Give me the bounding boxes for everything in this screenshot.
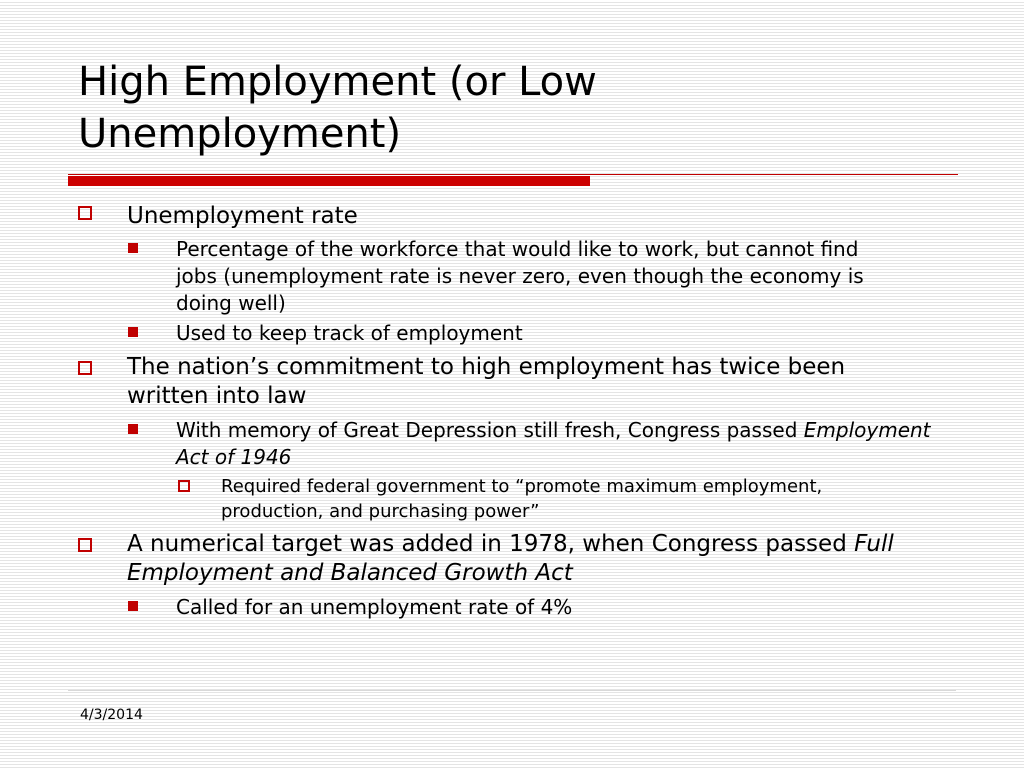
- bullet-level2-rate-four-percent: Called for an unemployment rate of 4%: [176, 595, 573, 619]
- bullet-level1-unemployment-rate: Unemployment rate: [127, 203, 358, 229]
- bullet-level2-percentage-definition: Percentage of the workforce that would like to work, but cannot find jobs (unemployment rate is never zero, even though the economy is doing well): [176, 237, 864, 315]
- slide-date: 4/3/2014: [80, 707, 143, 723]
- slide-title-line-2: Unemployment): [78, 111, 402, 157]
- bullet-level2-track-employment: Used to keep track of employment: [176, 321, 523, 345]
- slide-title: [78, 56, 958, 160]
- bullet-level2-employment-act: [176, 417, 946, 471]
- hollow-square-bullet-icon: [78, 361, 92, 375]
- bullet-numerical-target-text: A numerical target was added in 1978, when Congress passed: [127, 531, 847, 557]
- title-divider-thin: [68, 174, 958, 175]
- bullet-employment-act-text: With memory of Great Depression still fresh, Congress passed: [176, 418, 798, 442]
- filled-square-bullet-icon: [128, 424, 138, 434]
- footer-divider: [68, 690, 956, 691]
- slide-title-line-1: High Employment (or Low: [78, 59, 597, 105]
- filled-square-bullet-icon: [128, 601, 138, 611]
- bullet-level3-promote-employment: Required federal government to “promote maximum employment, production, and purchasing power”: [221, 476, 823, 522]
- filled-square-bullet-icon: [128, 243, 138, 253]
- bullet-level1-commitment-law: The nation’s commitment to high employment has twice been written into law: [127, 354, 846, 409]
- hollow-square-bullet-icon: [178, 480, 190, 492]
- bullet-numerical-target-act: Full Employment and Balanced Growth Act: [127, 531, 894, 586]
- hollow-square-bullet-icon: [78, 538, 92, 552]
- filled-square-bullet-icon: [128, 327, 138, 337]
- title-divider-thick: [68, 176, 590, 186]
- bullet-level1-numerical-target: [127, 530, 907, 588]
- hollow-square-bullet-icon: [78, 206, 92, 220]
- bullet-employment-act-title: Employment Act of 1946: [176, 418, 931, 469]
